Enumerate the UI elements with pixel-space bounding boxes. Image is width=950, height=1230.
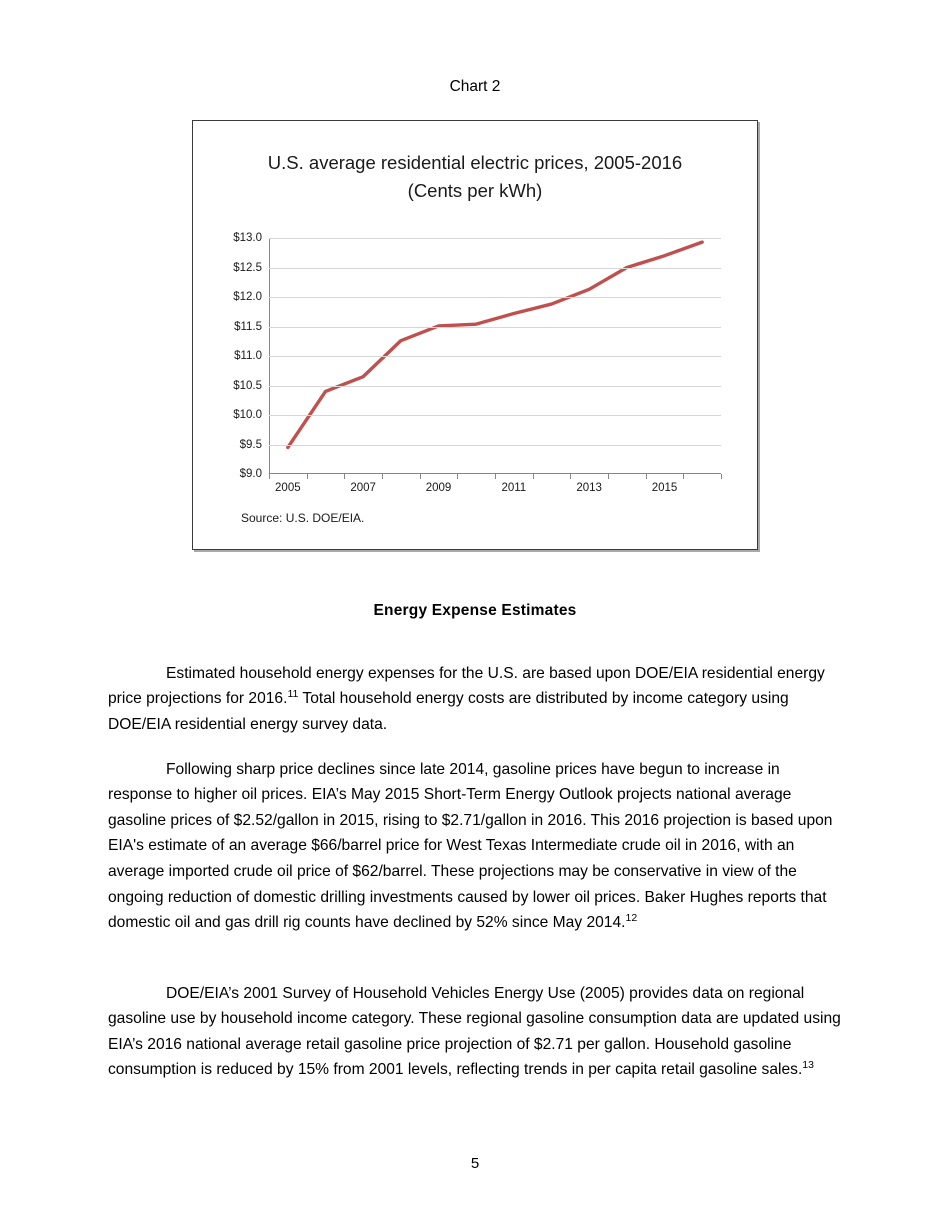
y-axis-tick-label: $11.5 (234, 320, 262, 333)
body-paragraph-1 (108, 661, 843, 738)
x-axis-tick-mark (608, 474, 609, 479)
chart-gridline (269, 415, 721, 416)
footnote-marker: 11 (287, 688, 299, 700)
chart-gridline (269, 268, 721, 269)
x-axis-tick-label: 2005 (275, 482, 301, 494)
chart-gridline (269, 327, 721, 328)
chart-gridline (269, 386, 721, 387)
x-axis-tick-mark (457, 474, 458, 479)
body-paragraph-2 (108, 757, 843, 936)
page-number: 5 (470, 1155, 480, 1172)
y-axis-tick-label: $9.5 (239, 438, 262, 451)
chart-gridline (269, 356, 721, 357)
y-axis-tick-label: $9.0 (239, 468, 262, 480)
chart-title-line2: (Cents per kWh) (407, 180, 543, 201)
x-axis-tick-mark (344, 474, 345, 479)
x-axis-tick-mark (420, 474, 421, 479)
chart-data-line (288, 242, 702, 447)
y-axis-tick-label: $12.5 (233, 261, 262, 274)
body-paragraph-3 (108, 981, 843, 1083)
x-axis-tick-mark (646, 474, 647, 479)
chart-gridline (269, 445, 721, 446)
chart-source-note: Source: U.S. DOE/EIA. (241, 511, 365, 525)
footnote-marker: 13 (802, 1059, 814, 1072)
x-axis-tick-label: 2011 (501, 482, 527, 494)
paragraph-text: Total household energy costs are distributed by income category using DOE/EIA residential energy survey data. (108, 690, 789, 733)
x-axis-tick-label: 2015 (651, 482, 678, 494)
section-heading: Energy Expense Estimates (373, 602, 577, 619)
x-axis-tick-mark (721, 474, 722, 479)
chart-container (192, 120, 758, 550)
x-axis-tick-label: 2013 (576, 482, 602, 494)
y-axis-tick-label: $13.0 (233, 232, 262, 244)
x-axis-tick-mark (495, 474, 496, 479)
y-axis-tick-label: $12.0 (233, 291, 262, 303)
chart-plot-area (233, 232, 721, 494)
chart-caption: Chart 2 (449, 78, 501, 95)
x-axis-tick-label: 2007 (350, 482, 376, 494)
x-axis-tick-label: 2009 (425, 482, 452, 494)
chart-gridline (269, 297, 721, 298)
x-axis-tick-mark (683, 474, 684, 479)
paragraph-text: DOE/EIA’s 2001 Survey of Household Vehicles Energy Use (2005) provides data on regional gasoline use by household income category. These regional gasoline consumption data are updated using EIA’s 2016 national average retail gasoline price projection of $2.71 per gallon. Household gasoline consumption is reduced by 15% from 2001 levels, reflecting trends in per capita retail gasoline sales. (108, 984, 841, 1079)
footnote-marker: 12 (625, 911, 638, 924)
x-axis-tick-mark (570, 474, 571, 479)
x-axis-tick-mark (307, 474, 308, 479)
y-axis-tick-label: $10.0 (233, 409, 262, 421)
paragraph-text: Estimated household energy expenses for the U.S. are based upon DOE/EIA residential energy price projections for 2016. (108, 664, 825, 708)
y-axis-tick-label: $11.0 (234, 350, 262, 362)
x-axis-tick-mark (533, 474, 534, 479)
x-axis-tick-mark (269, 474, 270, 479)
chart-plot-wrapper (193, 121, 759, 551)
paragraph-text: Following sharp price declines since late 2014, gasoline prices have begun to increase in response to higher oil prices. EIA’s May 2015 Short-Term Energy Outlook projects national average gasoline prices of $2.52/gallon in 2015, rising to $2.71/gallon in 2016. This 2016 projection is based upon EIA's estimate of an average $66/barrel price for West Texas Intermediate crude oil in 2016, with an average imported crude oil price of $62/barrel. These projections may be conservative in view of the ongoing reduction of domestic drilling investments caused by lower oil prices. Baker Hughes reports that domestic oil and gas drill rig counts have declined by 52% since May 2014. (108, 760, 833, 932)
y-axis-tick-label: $10.5 (233, 379, 262, 392)
x-axis-tick-mark (382, 474, 383, 479)
chart-title-line1: U.S. average residential electric prices, 2005-2016 (267, 152, 683, 173)
chart-gridline (269, 238, 721, 239)
